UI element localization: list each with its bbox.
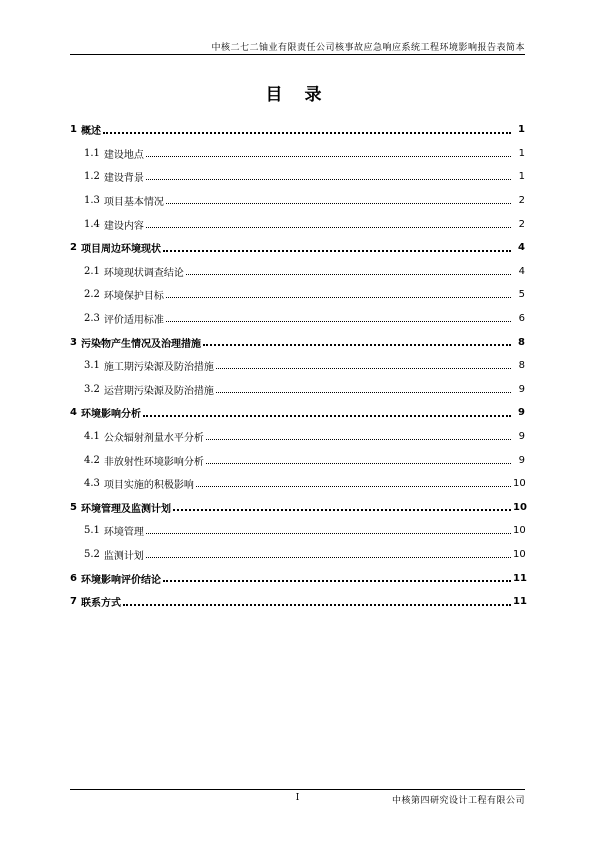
toc-entry-number: 6	[70, 572, 77, 584]
toc-dot-leader	[206, 463, 511, 464]
toc-entry-title: 概述	[80, 126, 101, 138]
toc-entry-page: 11	[513, 596, 527, 608]
toc-entry-title: 项目基本情况	[103, 197, 164, 209]
toc-entry-number: 2	[70, 242, 77, 254]
toc-chapter-entry[interactable]	[70, 401, 525, 425]
toc-dot-leader	[196, 486, 511, 487]
toc-entry-number: 3.1	[84, 360, 100, 372]
toc-entry-title: 施工期污染源及防治措施	[103, 362, 214, 374]
toc-entry-page: 10	[513, 548, 526, 560]
page-title: 目 录	[265, 85, 330, 105]
table-of-contents	[70, 118, 525, 613]
toc-section-entry[interactable]	[70, 189, 525, 213]
toc-entry-number: 2.2	[84, 289, 100, 301]
toc-section-entry[interactable]	[70, 543, 525, 567]
toc-dot-leader	[143, 415, 511, 417]
toc-entry-page: 2	[518, 218, 525, 230]
toc-dot-leader	[216, 368, 511, 369]
toc-entry-page: 1	[518, 124, 525, 136]
toc-entry-title: 评价适用标准	[103, 315, 164, 327]
toc-dot-leader	[146, 156, 511, 157]
toc-entry-title: 建设内容	[103, 220, 144, 232]
toc-entry-number: 1	[70, 124, 77, 136]
footer-page-number: I	[295, 793, 300, 803]
toc-entry-number: 2.1	[84, 265, 100, 277]
toc-entry-number: 4.3	[84, 478, 100, 490]
toc-entry-number: 4.1	[84, 431, 100, 443]
toc-section-entry[interactable]	[70, 519, 525, 543]
toc-dot-leader	[146, 557, 511, 558]
toc-dot-leader	[123, 604, 511, 606]
toc-entry-number: 1.3	[84, 195, 100, 207]
toc-entry-title: 环境现状调查结论	[103, 267, 184, 279]
footer-divider	[70, 789, 525, 790]
toc-dot-leader	[146, 533, 511, 534]
toc-entry-page: 6	[518, 313, 525, 325]
toc-section-entry[interactable]	[70, 283, 525, 307]
toc-dot-leader	[206, 439, 511, 440]
toc-entry-title: 非放射性环境影响分析	[103, 456, 204, 468]
toc-section-entry[interactable]	[70, 142, 525, 166]
toc-entry-page: 9	[518, 454, 525, 466]
toc-dot-leader	[186, 274, 511, 275]
toc-entry-number: 5.2	[84, 548, 100, 560]
toc-dot-leader	[163, 580, 511, 582]
toc-dot-leader	[216, 392, 511, 393]
toc-chapter-entry[interactable]	[70, 496, 525, 520]
toc-section-entry[interactable]	[70, 260, 525, 284]
toc-entry-number: 5.1	[84, 525, 100, 537]
toc-entry-page: 5	[518, 289, 525, 301]
toc-entry-title: 公众辐射剂量水平分析	[103, 433, 204, 445]
toc-entry-page: 10	[513, 501, 527, 513]
toc-entry-title: 污染物产生情况及治理措施	[80, 338, 201, 350]
toc-entry-title: 联系方式	[80, 598, 121, 610]
toc-dot-leader	[146, 227, 511, 228]
toc-entry-page: 8	[518, 360, 525, 372]
toc-entry-page: 10	[513, 525, 526, 537]
toc-entry-page: 1	[518, 147, 525, 159]
toc-entry-title: 监测计划	[103, 550, 144, 562]
toc-section-entry[interactable]	[70, 307, 525, 331]
toc-chapter-entry[interactable]	[70, 590, 525, 614]
toc-entry-page: 1	[518, 171, 525, 183]
toc-entry-number: 5	[70, 501, 77, 513]
toc-entry-title: 建设地点	[103, 149, 144, 161]
toc-entry-number: 2.3	[84, 313, 100, 325]
toc-entry-title: 环境管理	[103, 527, 144, 539]
toc-entry-page: 10	[513, 478, 526, 490]
toc-dot-leader	[163, 250, 511, 252]
toc-entry-page: 11	[513, 572, 527, 584]
toc-section-entry[interactable]	[70, 378, 525, 402]
toc-entry-number: 3	[70, 336, 77, 348]
toc-entry-title: 环境影响分析	[80, 409, 141, 421]
toc-entry-page: 8	[518, 336, 525, 348]
toc-section-entry[interactable]	[70, 472, 525, 496]
toc-entry-page: 9	[518, 407, 525, 419]
toc-entry-title: 环境管理及监测计划	[80, 503, 171, 515]
toc-chapter-entry[interactable]	[70, 118, 525, 142]
toc-entry-number: 4.2	[84, 454, 100, 466]
toc-entry-number: 4	[70, 407, 77, 419]
toc-dot-leader	[203, 344, 511, 346]
toc-entry-number: 1.2	[84, 171, 100, 183]
toc-dot-leader	[173, 509, 511, 511]
toc-entry-title: 环境保护目标	[103, 291, 164, 303]
toc-section-entry[interactable]	[70, 448, 525, 472]
toc-dot-leader	[166, 203, 511, 204]
toc-entry-title: 运营期污染源及防治措施	[103, 385, 214, 397]
toc-entry-title: 项目周边环境现状	[80, 244, 161, 256]
toc-entry-page: 9	[518, 383, 525, 395]
toc-section-entry[interactable]	[70, 354, 525, 378]
toc-entry-title: 环境影响评价结论	[80, 574, 161, 586]
toc-section-entry[interactable]	[70, 165, 525, 189]
toc-entry-title: 项目实施的积极影响	[103, 480, 194, 492]
toc-dot-leader	[103, 132, 511, 134]
toc-dot-leader	[146, 179, 511, 180]
toc-entry-number: 1.4	[84, 218, 100, 230]
footer-organization: 中核第四研究设计工程有限公司	[391, 796, 525, 806]
toc-entry-page: 2	[518, 195, 525, 207]
toc-section-entry[interactable]	[70, 425, 525, 449]
toc-entry-page: 9	[518, 431, 525, 443]
toc-entry-page: 4	[518, 242, 525, 254]
toc-entry-page: 4	[518, 265, 525, 277]
toc-chapter-entry[interactable]	[70, 566, 525, 590]
toc-chapter-entry[interactable]	[70, 236, 525, 260]
page-header: 中核二七二铀业有限责任公司核事故应急响应系统工程环境影响报告表简本	[211, 43, 525, 53]
toc-dot-leader	[166, 297, 511, 298]
header-divider	[70, 54, 525, 55]
toc-section-entry[interactable]	[70, 212, 525, 236]
toc-chapter-entry[interactable]	[70, 330, 525, 354]
toc-entry-title: 建设背景	[103, 173, 144, 185]
toc-entry-number: 7	[70, 596, 77, 608]
toc-entry-number: 1.1	[84, 147, 100, 159]
toc-entry-number: 3.2	[84, 383, 100, 395]
toc-dot-leader	[166, 321, 511, 322]
